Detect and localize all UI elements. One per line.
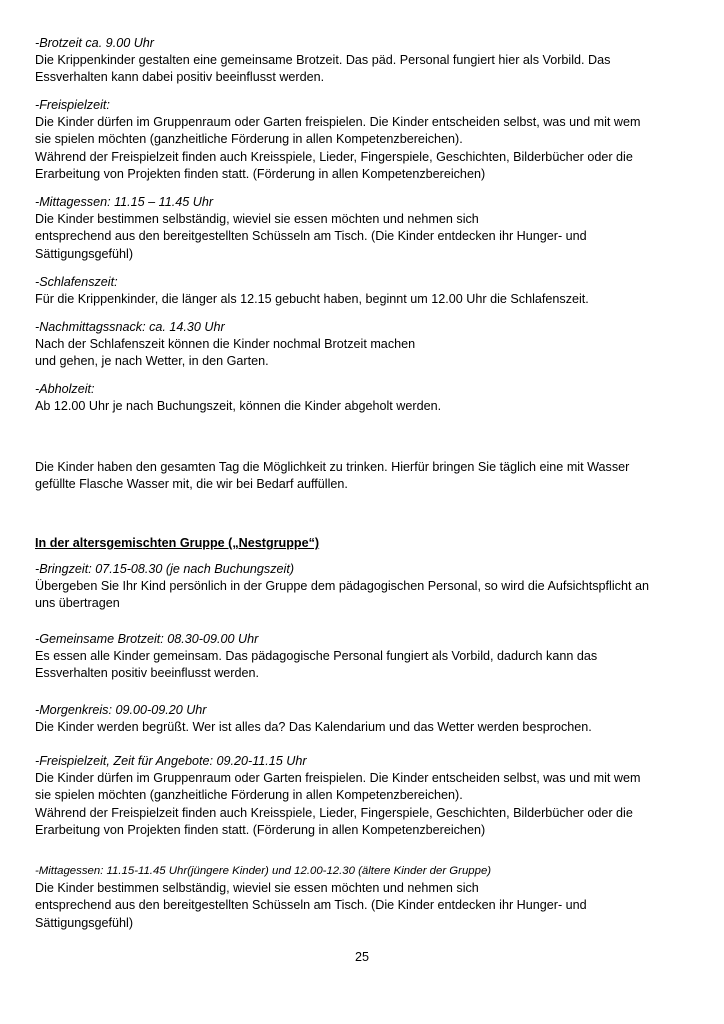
- drink-note-line: gefüllte Flasche Wasser mit, die wir bei Bedarf auffüllen.: [35, 477, 348, 492]
- schedule-block-mittagessen: [35, 194, 587, 263]
- schedule-block-schlafenszeit: [35, 274, 589, 308]
- block-text-line: Während der Freispielzeit finden auch Kreisspiele, Lieder, Fingerspiele, Geschichten, Bilderbücher oder die: [35, 149, 633, 164]
- block-text-line: Die Kinder dürfen im Gruppenraum oder Garten freispielen. Die Kinder entscheiden selbst, was und mit wem: [35, 771, 641, 786]
- block-text-line: Übergeben Sie Ihr Kind persönlich in der Gruppe dem pädagogischen Personal, so wird die Aufsichtspflicht an: [35, 579, 649, 594]
- drink-note-line: Die Kinder haben den gesamten Tag die Möglichkeit zu trinken. Hierfür bringen Sie täglich eine mit Wasser: [35, 460, 630, 474]
- block-text-line: Die Kinder bestimmen selbständig, wieviel sie essen möchten und nehmen sich: [35, 212, 479, 227]
- block-text-line: Nach der Schlafenszeit können die Kinder nochmal Brotzeit machen: [35, 337, 416, 352]
- block-title: -Bringzeit: 07.15-08.30 (je nach Buchungszeit): [35, 562, 295, 576]
- block-text-line: entsprechend aus den bereitgestellten Schüsseln am Tisch. (Die Kinder entdecken ihr Hunger- und: [35, 229, 587, 244]
- nest-block-freispielzeit: [35, 753, 641, 839]
- block-text-line: entsprechend aus den bereitgestellten Schüsseln am Tisch. (Die Kinder entdecken ihr Hunger- und: [35, 898, 587, 913]
- nest-block-bringzeit: [35, 561, 649, 613]
- block-text-line: sie spielen möchten (ganzheitliche Förderung in allen Kompetenzbereichen).: [35, 788, 463, 803]
- block-title: -Brotzeit ca. 9.00 Uhr: [35, 36, 154, 50]
- block-text-line: Sättigungsgefühl): [35, 246, 134, 261]
- block-text-line: Die Kinder bestimmen selbständig, wieviel sie essen möchten und nehmen sich: [35, 881, 479, 896]
- block-text-line: Die Kinder dürfen im Gruppenraum oder Garten freispielen. Die Kinder entscheiden selbst, was und mit wem: [35, 115, 641, 130]
- block-text-line: Erarbeitung von Projekten finden statt. (Förderung in allen Kompetenzbereichen): [35, 822, 486, 837]
- schedule-block-freispielzeit: [35, 97, 641, 183]
- block-text-line: uns übertragen: [35, 596, 120, 611]
- block-title: -Gemeinsame Brotzeit: 08.30-09.00 Uhr: [35, 632, 259, 646]
- nest-block-morgenkreis: [35, 702, 592, 736]
- block-title: -Nachmittagssnack: ca. 14.30 Uhr: [35, 320, 225, 334]
- section-heading: In der altersgemischten Gruppe („Nestgruppe“): [35, 536, 320, 550]
- block-title: -Mittagessen: 11.15 – 11.45 Uhr: [35, 195, 214, 209]
- block-title: -Schlafenszeit:: [35, 275, 118, 289]
- block-text-line: Essverhalten positiv beeinflusst werden.: [35, 666, 260, 681]
- block-title: -Freispielzeit:: [35, 98, 110, 112]
- block-text-line: Die Kinder werden begrüßt. Wer ist alles da? Das Kalendarium und das Wetter werden besprochen.: [35, 720, 592, 735]
- page-number: 25: [354, 950, 369, 964]
- block-text-line: Erarbeitung von Projekten finden statt. (Förderung in allen Kompetenzbereichen): [35, 166, 486, 181]
- block-text-line: Während der Freispielzeit finden auch Kreisspiele, Lieder, Fingerspiele, Geschichten, Bilderbücher oder die: [35, 805, 633, 820]
- nest-block-brotzeit: [35, 631, 597, 683]
- schedule-block-brotzeit: [35, 35, 610, 87]
- block-text-line: Für die Krippenkinder, die länger als 12.15 gebucht haben, beginnt um 12.00 Uhr die Schlafenszeit.: [35, 292, 589, 307]
- block-title: -Mittagessen: 11.15-11.45 Uhr(jüngere Kinder) und 12.00-12.30 (ältere Kinder der Gruppe): [35, 865, 492, 877]
- block-text-line: und gehen, je nach Wetter, in den Garten.: [35, 354, 269, 369]
- block-text-line: Essverhalten kann dabei positiv beeinflusst werden.: [35, 70, 325, 85]
- schedule-block-nachmittagssnack: [35, 319, 415, 371]
- schedule-block-abholzeit: [35, 381, 441, 415]
- block-title: -Abholzeit:: [35, 382, 95, 396]
- nest-block-mittagessen: [35, 863, 587, 932]
- block-text-line: Die Krippenkinder gestalten eine gemeinsame Brotzeit. Das päd. Personal fungiert hier als Vorbild. Das: [35, 53, 611, 68]
- block-text-line: Es essen alle Kinder gemeinsam. Das pädagogische Personal fungiert als Vorbild, dadurch kann das: [35, 649, 598, 664]
- block-text-line: Sättigungsgefühl): [35, 915, 134, 930]
- block-text-line: sie spielen möchten (ganzheitliche Förderung in allen Kompetenzbereichen).: [35, 132, 463, 147]
- block-text-line: Ab 12.00 Uhr je nach Buchungszeit, können die Kinder abgeholt werden.: [35, 399, 442, 414]
- block-title: -Freispielzeit, Zeit für Angebote: 09.20-11.15 Uhr: [35, 754, 307, 768]
- drink-note: [35, 459, 629, 493]
- block-title: -Morgenkreis: 09.00-09.20 Uhr: [35, 703, 207, 717]
